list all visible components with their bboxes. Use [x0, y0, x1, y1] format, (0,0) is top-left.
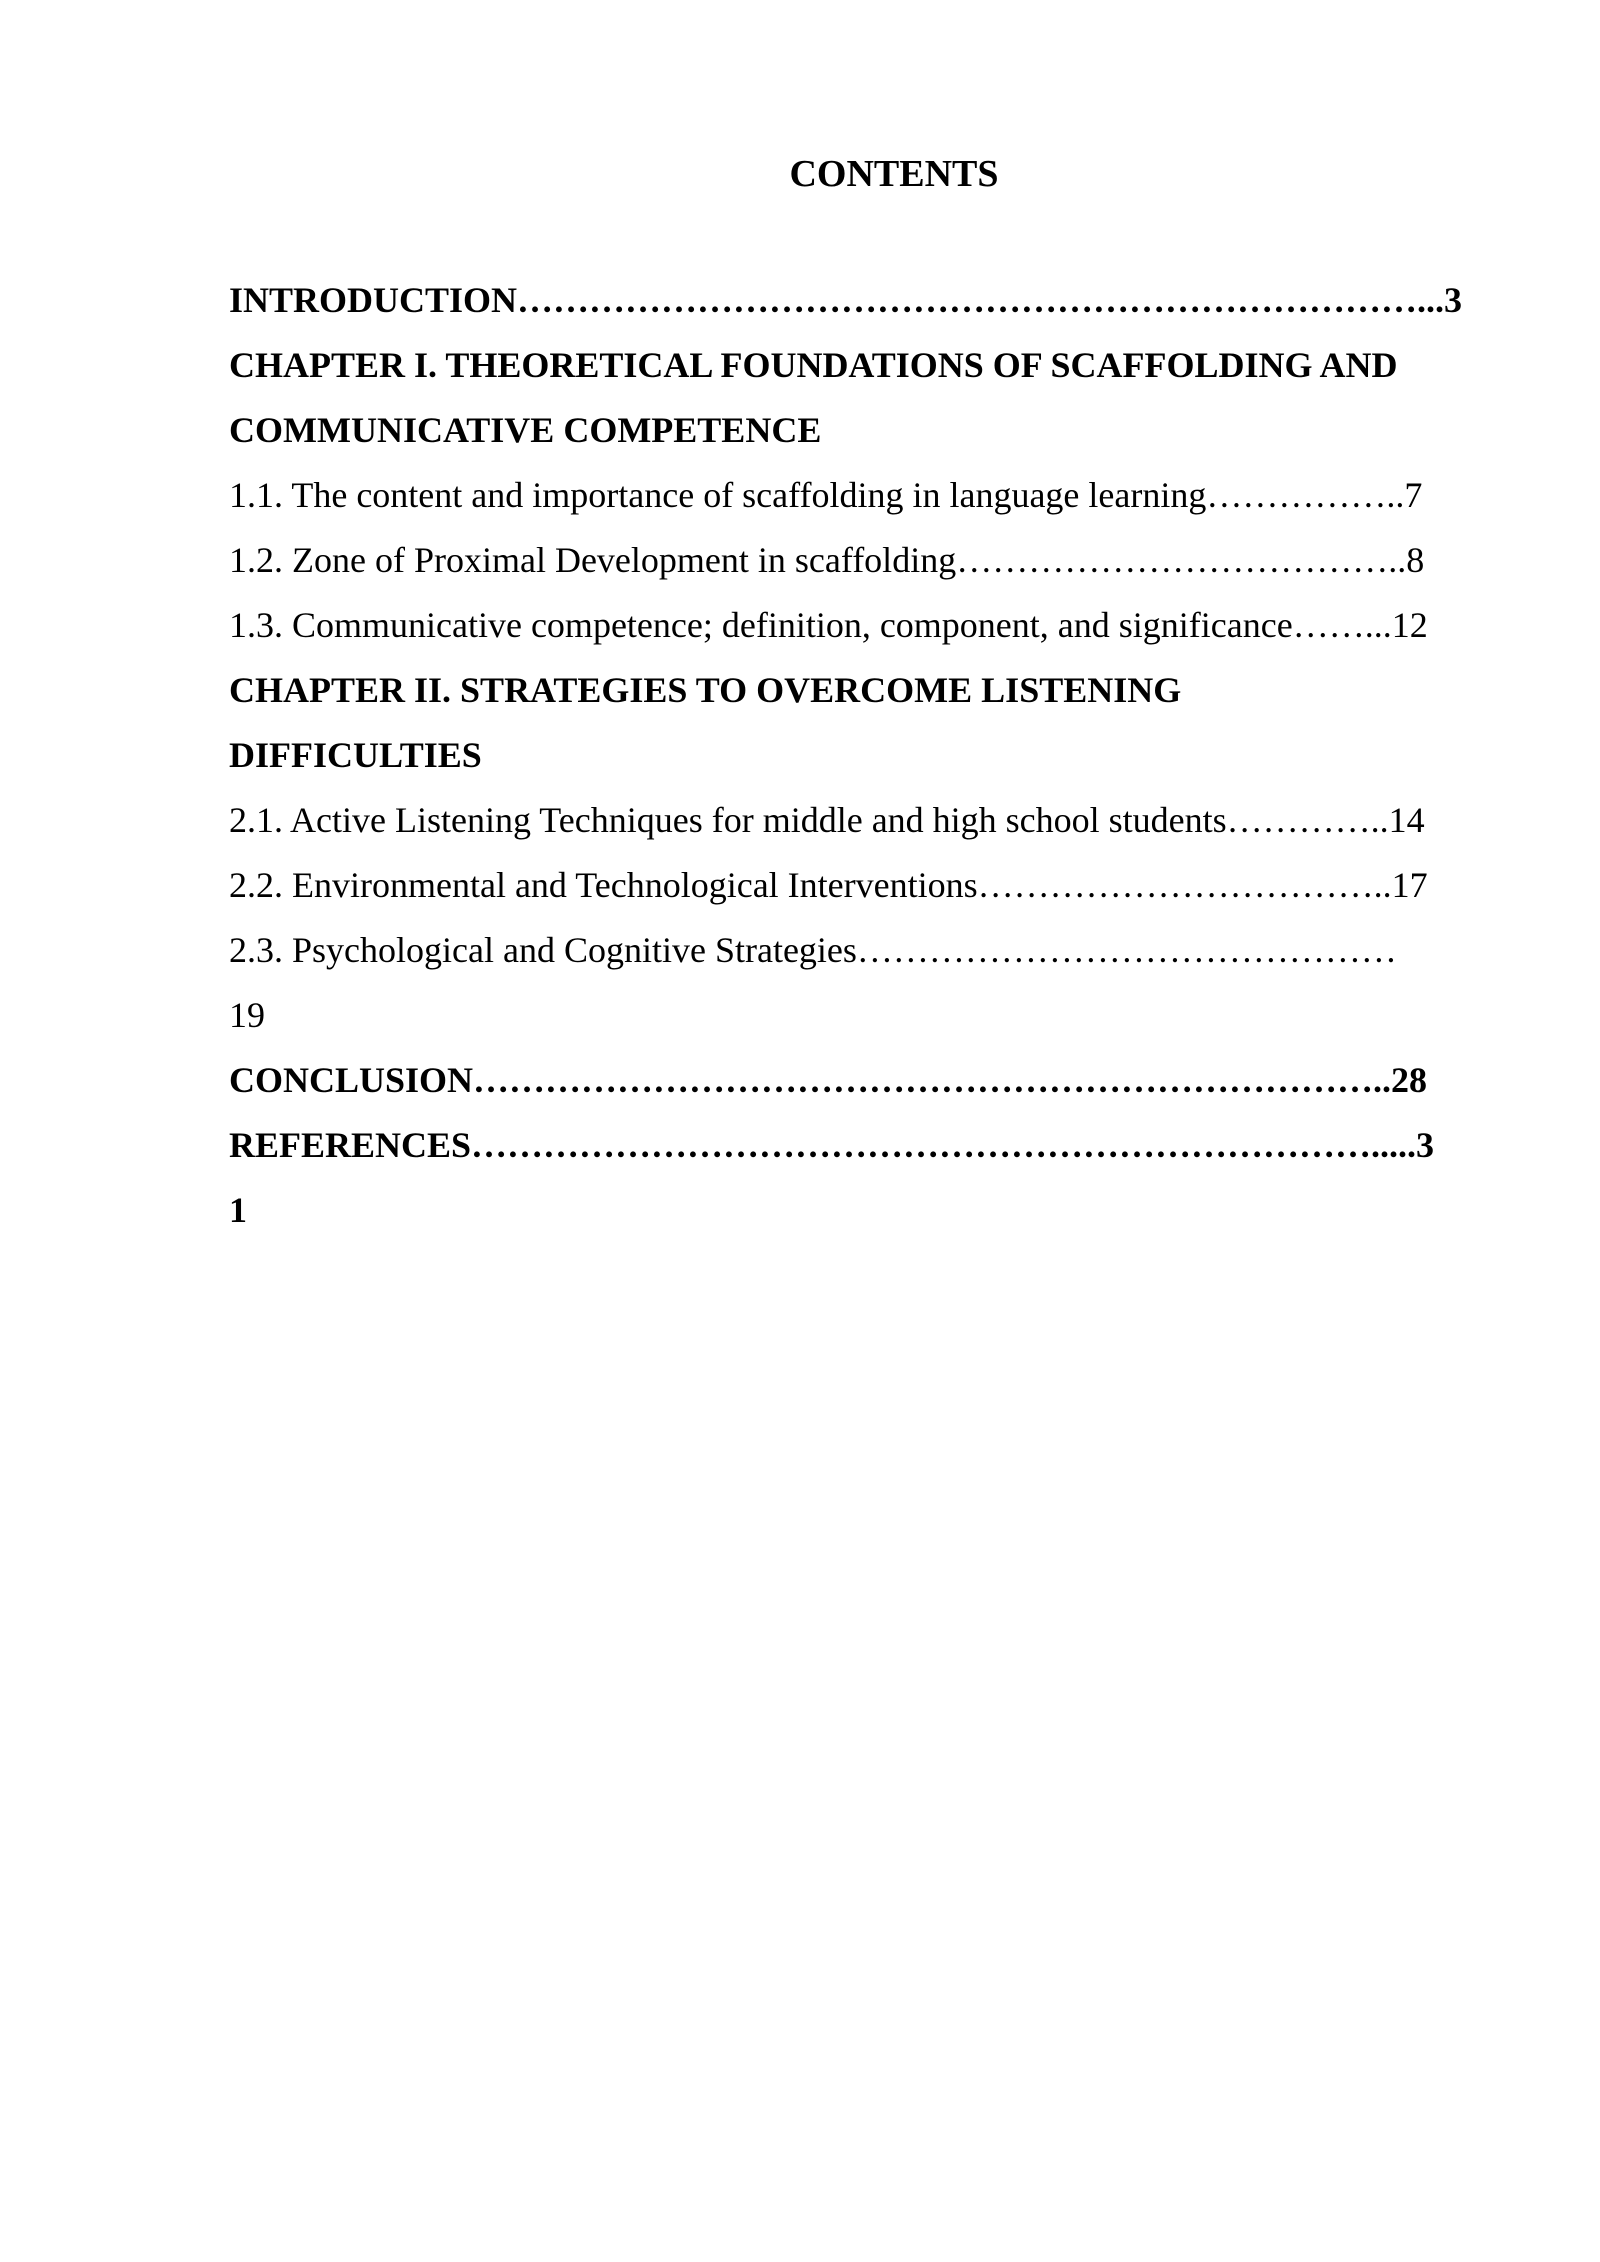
toc-section-2-1: 2.1. Active Listening Techniques for middle and high school students…………..14	[229, 800, 1425, 840]
toc-section-2-2: 2.2. Environmental and Technological Interventions……………………………..17	[229, 865, 1428, 905]
toc-section-1-2: 1.2. Zone of Proximal Development in scaffolding………………………………..8	[229, 540, 1425, 580]
toc-references: REFERENCES………………………………………………………………….....3	[229, 1125, 1435, 1165]
toc-chapter-2-heading-line-1: CHAPTER II. STRATEGIES TO OVERCOME LISTENING	[229, 670, 1182, 710]
toc-section-2-3-page: 19	[229, 995, 265, 1035]
toc-section-1-1: 1.1. The content and importance of scaffolding in language learning……………..7	[229, 475, 1423, 515]
toc-section-2-3: 2.3. Psychological and Cognitive Strategies………………………………………	[229, 930, 1397, 970]
toc-introduction: INTRODUCTION…………………………………………………………………...3	[229, 280, 1463, 320]
toc-section-1-3: 1.3. Communicative competence; definition, component, and significance……...12	[229, 605, 1428, 645]
toc-references-page: 1	[229, 1190, 247, 1230]
table-of-contents	[229, 268, 1489, 1243]
toc-chapter-1-heading-line-2: COMMUNICATIVE COMPETENCE	[229, 410, 822, 450]
toc-conclusion: CONCLUSION…………………………………………………………………..28	[229, 1060, 1428, 1100]
contents-heading: CONTENTS	[789, 153, 999, 195]
toc-chapter-1-heading-line-1: CHAPTER I. THEORETICAL FOUNDATIONS OF SCAFFOLDING AND	[229, 345, 1398, 385]
toc-chapter-2-heading-line-2: DIFFICULTIES	[229, 735, 482, 775]
